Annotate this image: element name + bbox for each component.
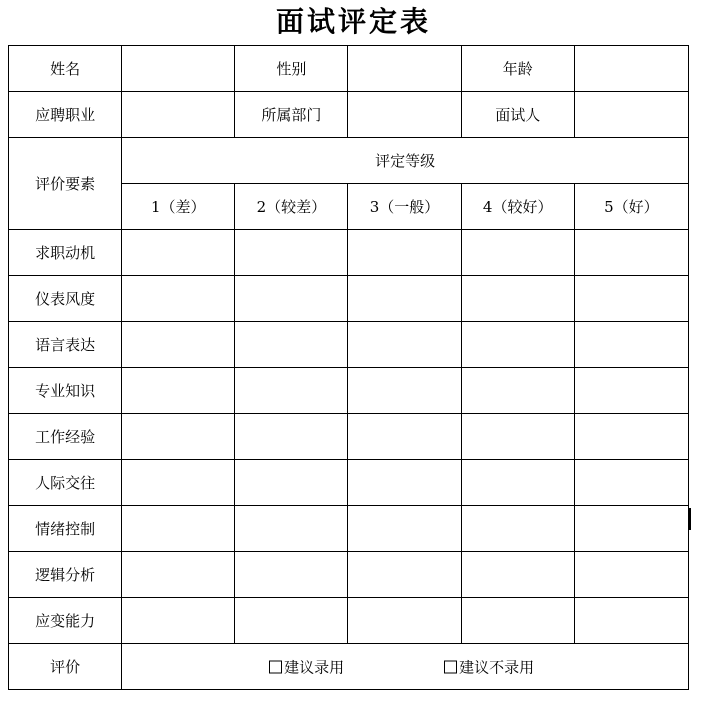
score-cell[interactable] [235, 230, 348, 276]
recommend-hire-label: 建议录用 [284, 658, 345, 676]
score-cell[interactable] [461, 368, 574, 414]
header-row-1 [9, 46, 689, 92]
factor-label: 逻辑分析 [9, 552, 122, 598]
header-row-2 [9, 92, 689, 138]
score-cell[interactable] [235, 598, 348, 644]
score-cell[interactable] [574, 552, 688, 598]
score-cell[interactable] [461, 552, 574, 598]
verdict-options-cell [122, 644, 689, 690]
factor-row [9, 506, 689, 552]
score-cell[interactable] [574, 460, 688, 506]
level-4: 4（较好） [461, 184, 574, 230]
score-cell[interactable] [574, 322, 688, 368]
factor-label: 专业知识 [9, 368, 122, 414]
department-value-cell[interactable] [348, 92, 461, 138]
score-cell[interactable] [122, 460, 235, 506]
score-cell[interactable] [348, 460, 461, 506]
position-value-cell[interactable] [122, 92, 235, 138]
recommend-no-hire-label: 建议不录用 [459, 658, 535, 676]
score-cell[interactable] [348, 552, 461, 598]
factor-row [9, 230, 689, 276]
score-cell[interactable] [574, 506, 688, 552]
score-cell[interactable] [122, 368, 235, 414]
factor-label: 仪表风度 [9, 276, 122, 322]
score-cell[interactable] [235, 322, 348, 368]
age-value-cell[interactable] [574, 46, 688, 92]
factor-row [9, 460, 689, 506]
score-cell[interactable] [348, 414, 461, 460]
score-cell[interactable] [122, 506, 235, 552]
gender-label: 性别 [235, 46, 348, 92]
eval-factor-label: 评价要素 [9, 138, 122, 230]
score-cell[interactable] [235, 460, 348, 506]
interviewer-value-cell[interactable] [574, 92, 688, 138]
score-cell[interactable] [461, 598, 574, 644]
score-cell[interactable] [348, 230, 461, 276]
recommend-no-hire-option[interactable] [444, 656, 534, 677]
factor-row [9, 598, 689, 644]
score-cell[interactable] [348, 276, 461, 322]
score-cell[interactable] [461, 506, 574, 552]
score-cell[interactable] [235, 276, 348, 322]
age-label: 年龄 [461, 46, 574, 92]
factor-row [9, 414, 689, 460]
score-cell[interactable] [574, 368, 688, 414]
text-cursor [689, 508, 691, 530]
department-label: 所属部门 [235, 92, 348, 138]
verdict-row [9, 644, 689, 690]
interview-evaluation-table [8, 45, 689, 690]
score-cell[interactable] [574, 230, 688, 276]
score-cell[interactable] [122, 322, 235, 368]
score-cell[interactable] [348, 506, 461, 552]
rating-header-row [9, 138, 689, 184]
factor-label: 语言表达 [9, 322, 122, 368]
level-2: 2（较差） [235, 184, 348, 230]
factor-label: 工作经验 [9, 414, 122, 460]
score-cell[interactable] [348, 322, 461, 368]
checkbox-icon[interactable] [269, 660, 282, 673]
score-cell[interactable] [461, 230, 574, 276]
score-cell[interactable] [461, 460, 574, 506]
factor-label: 求职动机 [9, 230, 122, 276]
factor-label: 情绪控制 [9, 506, 122, 552]
name-label: 姓名 [9, 46, 122, 92]
score-cell[interactable] [122, 552, 235, 598]
score-cell[interactable] [348, 368, 461, 414]
score-cell[interactable] [235, 506, 348, 552]
score-cell[interactable] [574, 276, 688, 322]
name-value-cell[interactable] [122, 46, 235, 92]
gender-value-cell[interactable] [348, 46, 461, 92]
score-cell[interactable] [122, 276, 235, 322]
factor-row [9, 552, 689, 598]
rating-level-label: 评定等级 [122, 138, 689, 184]
score-cell[interactable] [235, 552, 348, 598]
factor-row [9, 322, 689, 368]
level-3: 3（一般） [348, 184, 461, 230]
factor-label: 人际交往 [9, 460, 122, 506]
score-cell[interactable] [574, 414, 688, 460]
level-5: 5（好） [574, 184, 688, 230]
score-cell[interactable] [574, 598, 688, 644]
score-cell[interactable] [461, 414, 574, 460]
score-cell[interactable] [122, 230, 235, 276]
level-1: 1（差） [122, 184, 235, 230]
score-cell[interactable] [461, 322, 574, 368]
score-cell[interactable] [235, 368, 348, 414]
interviewer-label: 面试人 [461, 92, 574, 138]
form-title: 面试评定表 [275, 5, 431, 38]
score-cell[interactable] [122, 414, 235, 460]
score-cell[interactable] [348, 598, 461, 644]
position-label: 应聘职业 [9, 92, 122, 138]
factor-row [9, 276, 689, 322]
score-cell[interactable] [461, 276, 574, 322]
factor-label: 应变能力 [9, 598, 122, 644]
score-cell[interactable] [122, 598, 235, 644]
checkbox-icon[interactable] [444, 660, 457, 673]
recommend-hire-option[interactable] [269, 656, 344, 677]
factor-row [9, 368, 689, 414]
verdict-label: 评价 [9, 644, 122, 690]
score-cell[interactable] [235, 414, 348, 460]
